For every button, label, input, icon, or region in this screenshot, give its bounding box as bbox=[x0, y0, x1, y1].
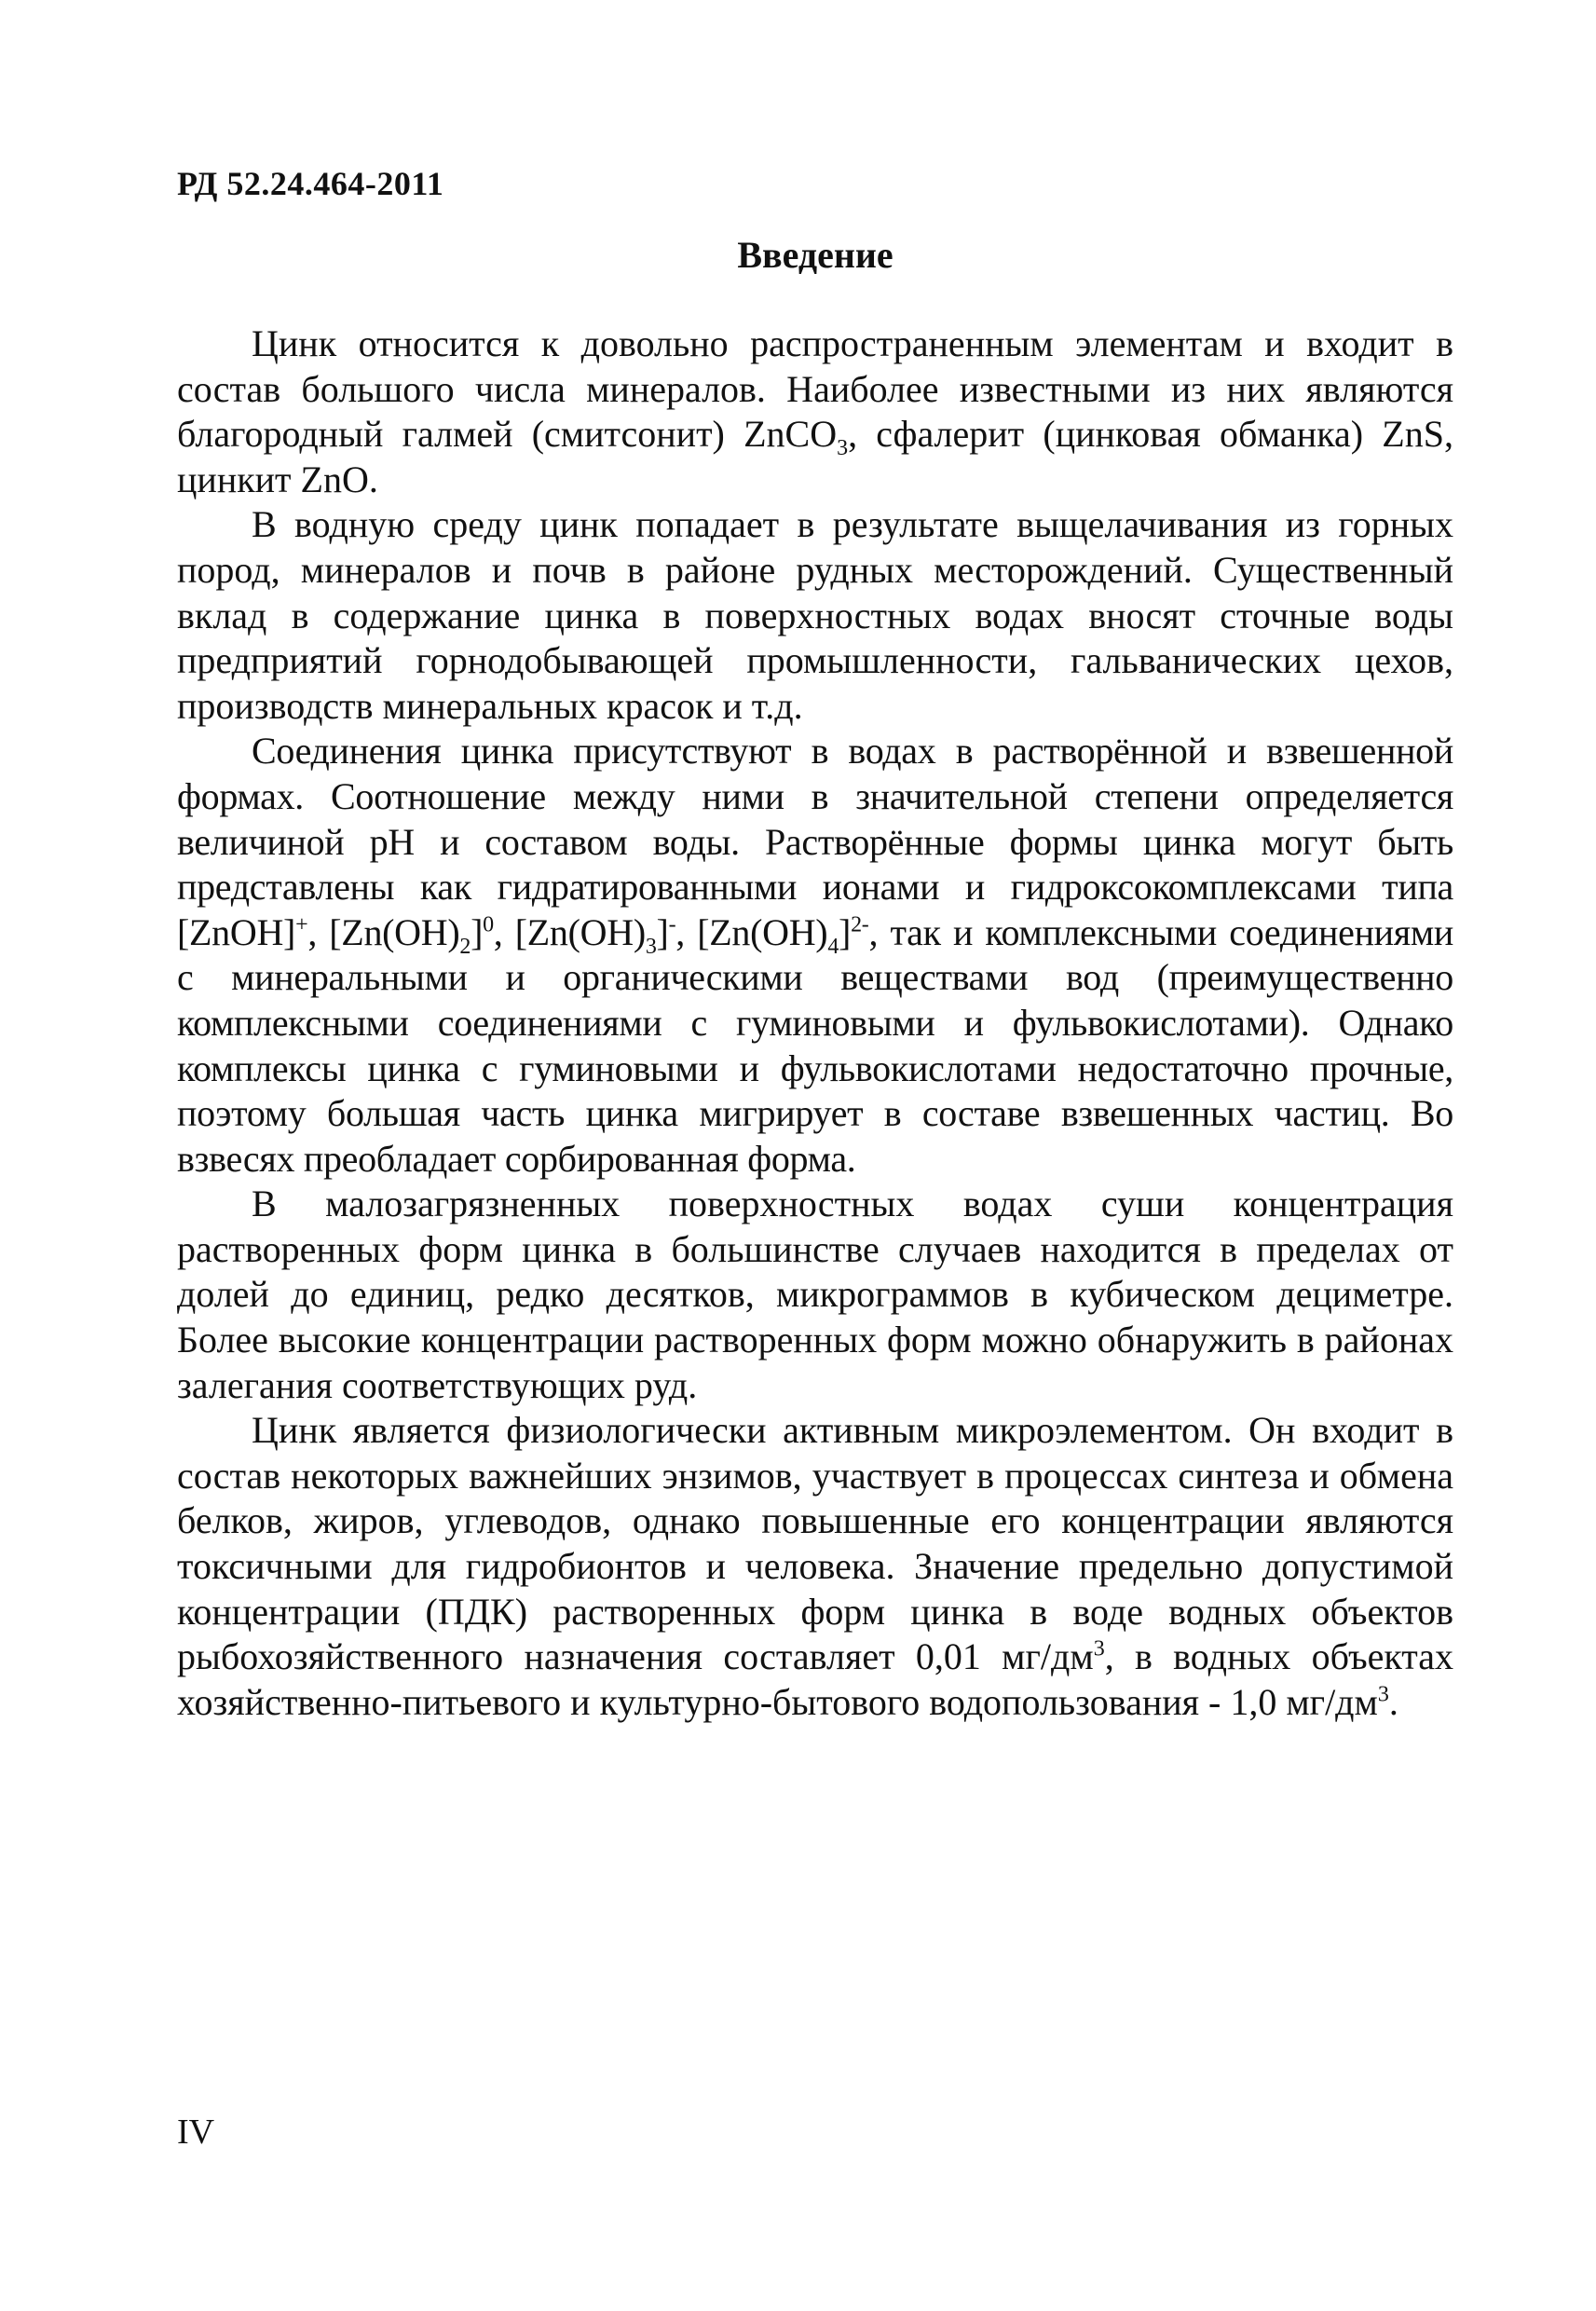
paragraph-1-text-b: , сфалерит (цинковая обманка) ZnS, цинкит ZnO. bbox=[177, 413, 1453, 500]
page-number: IV bbox=[177, 2113, 215, 2152]
paragraph-1-text-a: Цинк относится к довольно распространенным элементам и входит в состав большого числа минералов. Наиболее известными из них являются благородный галмей (смитсонит) ZnCO bbox=[177, 322, 1453, 456]
paragraph-3-text-d: , [Zn(OH) bbox=[493, 910, 646, 953]
document-code: РД 52.24.464-2011 bbox=[177, 165, 444, 202]
paragraph-5-text-a: Цинк является физиологически активным микроэлементом. Он входит в состав некоторых важнейших энзимов, участвует в процессах синтеза и обмена белков, жиров, углеводов, однако повышенные его концентрации являются токсичными для гидробионтов и человека. Значение предельно допустимой концентрации (ПДК) растворенных форм цинка в воде водных объектов рыбохозяйственного назначения составляет 0,01 мг/дм bbox=[177, 1409, 1453, 1678]
superscript: + bbox=[295, 912, 308, 937]
superscript: 0 bbox=[483, 912, 494, 937]
paragraph-3-text-e: ] bbox=[656, 910, 669, 953]
subscript: 3 bbox=[645, 934, 657, 959]
superscript: 3 bbox=[1377, 1682, 1389, 1707]
paragraph-3-text-a: Соединения цинка присутствуют в водах в растворённой и взвешенной формах. Соотношение между ними в значительной степени определяется величиной рН и составом воды. Растворённые формы цинка могут быть представлены как гидратированными ионами и гидроксокомплексами типа [ZnOH] bbox=[177, 730, 1453, 953]
paragraph-5-text-b: , в водных объектах хозяйственно-питьевого и культурно-бытового водопользования - 1,0 мг/дм bbox=[177, 1635, 1454, 1723]
paragraph-1 bbox=[177, 321, 1453, 502]
superscript: 2- bbox=[851, 912, 869, 937]
paragraph-5-text-c: . bbox=[1388, 1680, 1398, 1723]
subscript: 2 bbox=[459, 934, 471, 959]
subscript: 3 bbox=[837, 436, 849, 461]
paragraph-2: В водную среду цинк попадает в результате выщелачивания из горных пород, минералов и почв в районе рудных месторождений. Существенный вклад в содержание цинка в поверхностных водах вносят сточные воды предприятий горнодобывающей промышленности, гальванических цехов, производств минеральных красок и т.д. bbox=[177, 503, 1453, 727]
paragraph-3-text-f: , [Zn(OH) bbox=[675, 910, 828, 953]
subscript: 4 bbox=[827, 934, 839, 959]
superscript: 3 bbox=[1093, 1636, 1105, 1661]
superscript: - bbox=[668, 912, 676, 937]
paragraph-3-text-c: ] bbox=[471, 910, 484, 953]
section-title: Введение bbox=[737, 234, 893, 276]
body-text bbox=[177, 321, 1453, 1725]
paragraph-5 bbox=[177, 1408, 1453, 1725]
paragraph-3-text-g: ] bbox=[839, 910, 852, 953]
paragraph-3 bbox=[177, 729, 1453, 1182]
paragraph-3-text-b: , [Zn(OH) bbox=[307, 910, 460, 953]
paragraph-3-text-h: , так и комплексными соединениями с минеральными и органическими веществами вод (преимущественно комплексными соединениями с гуминовыми и фульвокислотами). Однако комплексы цинка с гуминовыми и фульвокислотами недостаточно прочные, поэтому большая часть цинка мигрирует в составе взвешенных частиц. Во взвесях преобладает сорбированная форма. bbox=[177, 910, 1454, 1180]
paragraph-4: В малозагрязненных поверхностных водах суши концентрация растворенных форм цинка в большинстве случаев находится в пределах от долей до единиц, редко десятков, микрограммов в кубическом дециметре. Более высокие концентрации растворенных форм можно обнаружить в районах залегания соответствующих руд. bbox=[177, 1183, 1453, 1406]
